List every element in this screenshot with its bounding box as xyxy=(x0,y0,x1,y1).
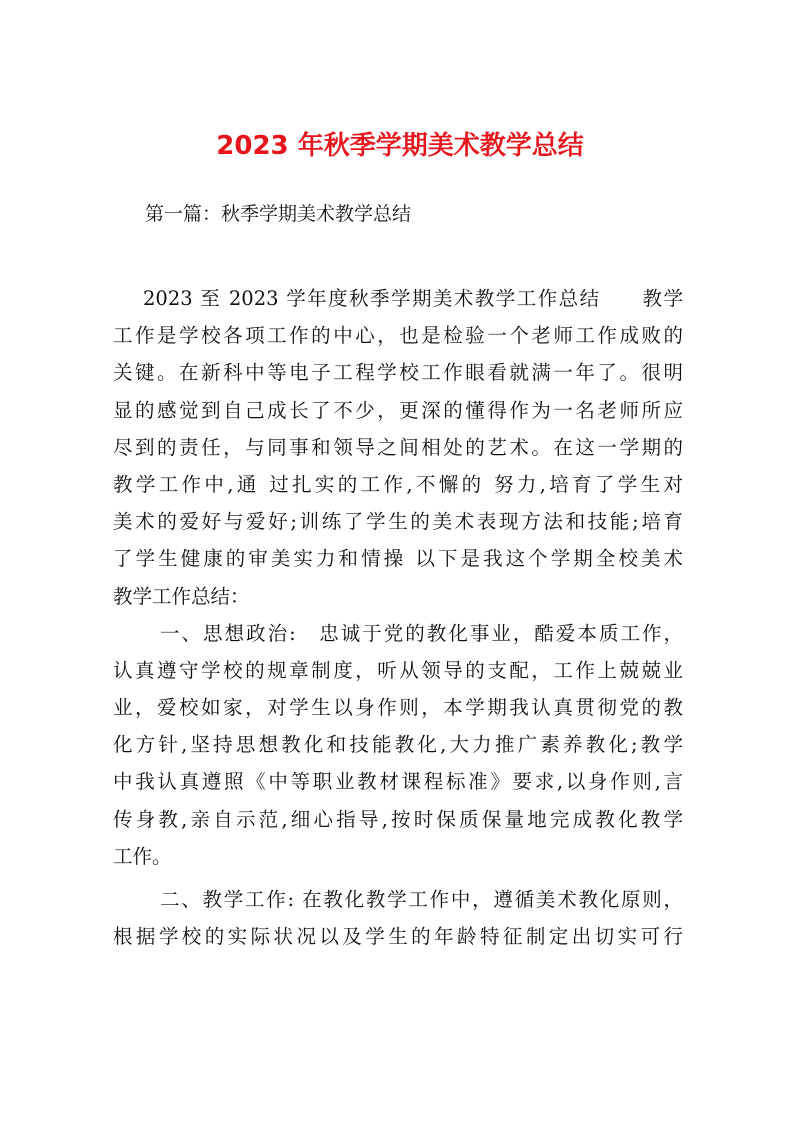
document-title: 2023 年秋季学期美术教学总结 xyxy=(216,131,584,161)
body-line: 传身教,亲自示范,细心指导,按时保质保量地完成教化教学 xyxy=(113,807,683,831)
body-line: 教学工作中,通 过扎实的工作,不懈的 努力,培育了学生对 xyxy=(113,472,683,496)
body-line: 化方针,坚持思想教化和技能教化,大力推广素养教化;教学 xyxy=(113,733,683,757)
body-line: 显的感觉到自己成长了不少，更深的懂得作为一名老师所应 xyxy=(113,398,683,422)
body-line: 业，爱校如家，对学生以身作则，本学期我认真贯彻党的教 xyxy=(113,696,683,720)
body-line: 工作是学校各项工作的中心，也是检验一个老师工作成败的 xyxy=(113,324,683,348)
body-line: 关键。在新科中等电子工程学校工作眼看就满一年了。很明 xyxy=(113,361,683,385)
body-line: 尽到的责任，与同事和领导之间相处的艺术。在这一学期的 xyxy=(113,435,683,459)
body-line: 认真遵守学校的规章制度，听从领导的支配，工作上兢兢业 xyxy=(113,658,683,682)
document-body xyxy=(113,280,683,955)
body-line: 一、思想政治: 忠诚于党的教化事业，酷爱本质工作， xyxy=(160,621,683,645)
body-line: 2023 至 2023 学年度秋季学期美术教学工作总结 教学 xyxy=(143,287,683,310)
body-line: 中我认真遵照《中等职业教材课程标准》要求,以身作则,言 xyxy=(113,770,683,794)
body-line: 二、教学工作: 在教化教学工作中，遵循美术教化原则， xyxy=(160,888,683,911)
body-line: 美术的爱好与爱好;训练了学生的美术表现方法和技能;培育 xyxy=(113,510,683,534)
section-heading: 第一篇：秋季学期美术教学总结 xyxy=(145,203,412,225)
body-line: 工作。 xyxy=(113,844,172,868)
body-line: 了学生健康的审美实力和情操 以下是我这个学期全校美术 xyxy=(113,547,683,571)
body-line: 根据学校的实际状况以及学生的年龄特征制定出切实可行 xyxy=(113,925,683,949)
body-line: 教学工作总结： xyxy=(113,584,250,608)
